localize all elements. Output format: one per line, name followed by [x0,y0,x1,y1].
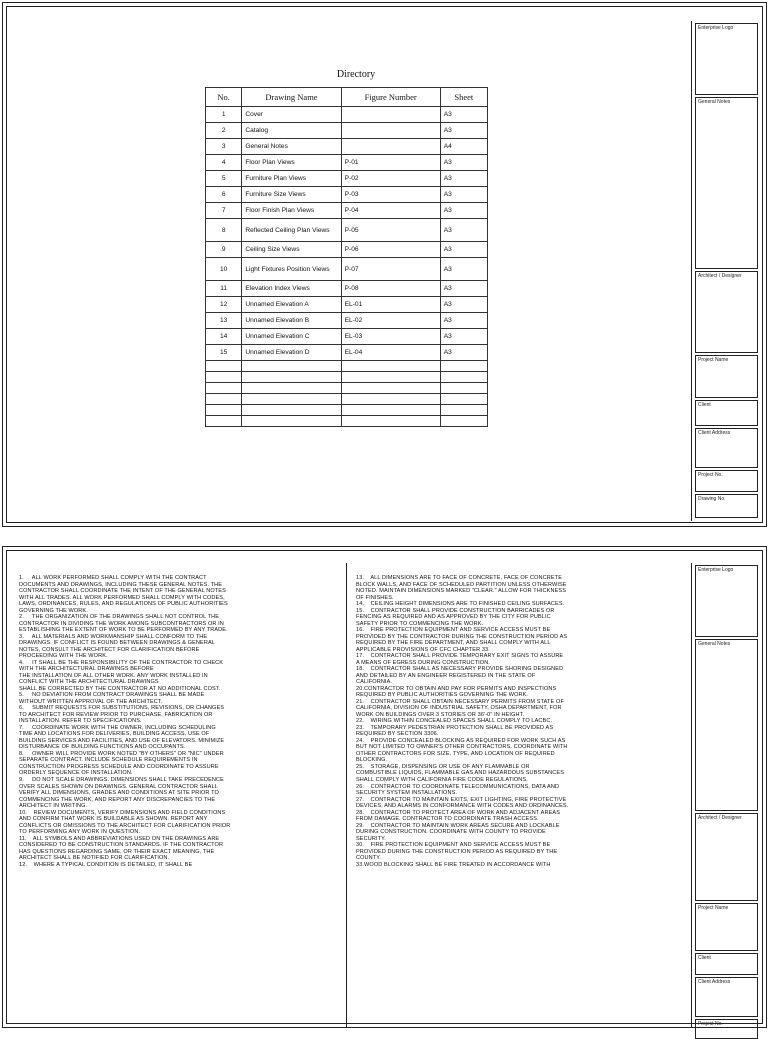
note-line: 24. PROVIDE CONCEALED BLOCKING AS REQUIRED FOR WORK SUCH AS [356,737,566,744]
cell-no: 13 [206,313,242,329]
cell-drawing-name: Ceiling Size Views [242,242,341,258]
cell-figure-number: EL-03 [341,329,440,345]
table-row [206,203,488,219]
note-line: 20.CONTRACTOR TO OBTAIN AND PAY FOR PERMITS AND INSPECTIONS [356,685,557,692]
note-line: PROCEEDING WITH THE WORK. [19,653,108,660]
table-row [206,242,488,258]
note-line: OF FINISHES. [356,594,394,601]
empty-cell [242,405,341,416]
title-block [691,563,761,1027]
note-line: COMBUSTIBLE LIQUIDS, FLAMMABLE GAS AND HAZARDOUS SUBSTANCES [356,770,565,777]
note-line: 17. CONTRACTOR SHALL PROVIDE TEMPORARY EXIT SIGNS TO ASSURE [356,653,564,660]
general-notes-sheet [2,546,767,1028]
notes-right-column [356,575,674,868]
cell-sheet: A3 [440,155,487,171]
empty-cell [206,394,242,405]
note-line: BUILDING SERVICES AND FACILITIES, AND USE OF ELEVATORS. MINIMIZE [19,737,225,744]
cell-no: 10 [206,258,242,281]
header-no: No. [206,88,242,107]
cell-no: 3 [206,139,242,155]
cell-figure-number: P-08 [341,281,440,297]
note-line: 11. ALL SYMBOLS AND ABBREVIATIONS USED ON THE DRAWINGS ARE [19,835,220,842]
title-block-cell-drawing-no [695,494,758,518]
header-drawing-name: Drawing Name [242,88,341,107]
cell-figure-number [341,139,440,155]
note-line: SEPARATE CONTRACT. INCLUDE SCHEDULE REQUIREMENTS IN [19,757,198,764]
cell-drawing-name: Unnamed Elevation B [242,313,341,329]
empty-cell [242,361,341,372]
note-line: 28. CONTRACTOR TO PROTECT AREA OF WORK AND ADJACENT AREAS [356,809,561,816]
cell-drawing-name: Floor Finish Plan Views [242,203,341,219]
title-block-label: Client [698,402,711,408]
note-line: DOCUMENTS AND DRAWINGS, INCLUDING THESE GENERAL NOTES. THE [19,581,223,588]
cell-sheet: A3 [440,258,487,281]
empty-cell [341,405,440,416]
cell-figure-number [341,107,440,123]
note-line: PROVIDED BY THE CONTRACTOR DURING THE CONSTRUCTION PERIOD AS [356,633,568,640]
note-line: COMMENCING THE WORK, AND REPORT ANY DISCREPANCIES TO THE [19,796,216,803]
note-line: WITH ALL TRADES. ALL WORK PERFORMED SHALL COMPLY WITH CODES, [19,594,225,601]
note-line: BLOCKING. [356,757,388,764]
note-line: FROM DAMAGE. CONTRACTOR TO COORDINATE TRASH ACCESS. [356,816,539,823]
note-line: OTHER CONTRACTORS FOR SIZE, TYPE, AND LOCATION OF REQUIRED [356,750,555,757]
note-line: APPLICABLE PROVISIONS OF CFC CHAPTER 33. [356,646,490,653]
note-line: 15. CONTRACTOR SHALL PROVIDE CONSTRUCTION BARRICADES OR [356,607,555,614]
title-block-label: Client Address [698,979,731,985]
note-line: 14. CEILING HEIGHT DIMENSIONS ARE TO FINISHED CEILING SURFACES. [356,601,565,608]
cell-drawing-name: Reflected Ceiling Plan Views [242,219,341,242]
title-block-label: Enterprise Logo [698,25,734,31]
note-line: 29. CONTRACTOR TO MAINTAIN WORK AREAS SECURE AND LOCKABLE [356,822,560,829]
note-line: ESTABLISHING THE EXTENT OF WORK TO BE PERFORMED BY ANY TRADE. [19,627,228,634]
title-block-cell-enterprise-logo [695,23,758,95]
note-line: 3. ALL MATERIALS AND WORKMANSHIP SHALL CONFORM TO THE [19,633,208,640]
note-line: CALIFORNIA. [356,679,393,686]
empty-cell [242,383,341,394]
note-line: REQUIRED BY SECTION 3306. [356,731,439,738]
table-row [206,107,488,123]
note-line: ARCHITECT SHALL BE NOTIFIED FOR CLARIFICATION. [19,855,170,862]
empty-table-row [206,394,488,405]
directory-title: Directory [336,69,376,80]
empty-cell [206,416,242,427]
cell-drawing-name: General Notes [242,139,341,155]
cell-no: 11 [206,281,242,297]
cell-figure-number: EL-04 [341,345,440,361]
title-block-cell-client [695,400,758,426]
cell-drawing-name: Cover [242,107,341,123]
empty-cell [440,394,487,405]
note-line: LAWS, ORDINANCES, RULES, AND REGULATIONS OF PUBLIC AUTHORITIES [19,601,228,608]
title-block-cell-project-name [695,355,758,398]
note-line: BLOCK WALLS, AND FACE OF SCHEDULED PARTITION UNLESS OTHERWISE [356,581,567,588]
cell-drawing-name: Furniture Size Views [242,187,341,203]
note-line: VERIFY ALL DIMENSIONS, GRADES AND CONDITIONS AT SITE PRIOR TO [19,790,219,797]
title-block-cell-client-address [695,977,758,1017]
note-line: INSTALLATION. REFER TO SPECIFICATIONS. [19,718,142,725]
note-line: 10. REVIEW DOCUMENTS, VERIFY DIMENSIONS AND FIELD CONDITIONS [19,809,226,816]
cell-sheet: A4 [440,139,487,155]
cell-sheet: A3 [440,219,487,242]
note-line: 4. IT SHALL BE THE RESPONSIBILITY OF THE CONTRACTOR TO CHECK [19,659,224,666]
cell-sheet: A3 [440,329,487,345]
note-line: THE INSTALLATION OF ALL OTHER WORK. ANY WORK INSTALLED IN [19,672,208,679]
cell-drawing-name: Furniture Plan Views [242,171,341,187]
title-block-label: General Notes [698,641,731,647]
note-line: ARCHITECT IN WRITING. [19,803,88,810]
cell-drawing-name: Elevation Index Views [242,281,341,297]
cell-drawing-name: Unnamed Elevation A [242,297,341,313]
cell-no: 7 [206,203,242,219]
note-line: TO PERFORMING ANY WORK IN QUESTION. [19,829,141,836]
note-line: NOTED. MAINTAIN DIMENSIONS MARKED "CLEAR." ALLOW FOR THICKNESS [356,588,567,595]
table-row [206,313,488,329]
empty-table-row [206,416,488,427]
table-row [206,281,488,297]
directory-header-row [206,88,488,107]
cell-sheet: A3 [440,242,487,258]
directory-table [205,87,488,427]
cell-no: 1 [206,107,242,123]
cell-drawing-name: Unnamed Elevation D [242,345,341,361]
note-line: PROVIDED DURING THE CONSTRUCTION PERIOD AS REQUIRED BY THE [356,848,558,855]
note-line: SECURITY. [356,835,386,842]
table-row [206,139,488,155]
note-line: REQUIRED BY PUBLIC AUTHORITIES GOVERNING THE WORK. [356,692,529,699]
directory-sheet [2,2,767,527]
note-line: SAFETY PRIOR TO COMMENCING THE WORK. [356,620,484,627]
note-line: 7. COORDINATE WORK WITH THE OWNER, INCLUDING SCHEDULING [19,724,216,731]
title-block-label: General Notes [698,99,731,105]
note-line: 13. ALL DIMENSIONS ARE TO FACE OF CONCRETE, FACE OF CONCRETE [356,575,563,581]
note-line: FENCING AS REQUIRED AND AS APPROVED BY THE CITY FOR PUBLIC [356,614,551,621]
title-block-cell-architect-designer [695,813,758,901]
note-line: REQUIRED BY THE FIRE DEPARTMENT, AND SHALL COMPLY WITH ALL [356,640,551,647]
note-line: SHALL BE CORRECTED BY THE CONTRACTOR AT NO ADDITIONAL COST. [19,685,221,692]
title-block-label: Client [698,955,711,961]
cell-figure-number: P-06 [341,242,440,258]
note-line: CONSTRUCTION PROGRESS SCHEDULE AND COORDINATE TO ASSURE [19,763,219,770]
empty-cell [341,416,440,427]
note-line: 27. CONTRACTOR TO MAINTAIN EXITS, EXIT LIGHTING, FIRE PROTECTIVE [356,796,567,803]
title-block-label: Project No. [698,1021,723,1027]
empty-cell [206,383,242,394]
note-line: SHALL COMPLY WITH CALIFORNIA FIRE CODE REGULATIONS. [356,776,528,783]
title-block [691,21,761,521]
empty-cell [341,383,440,394]
table-row [206,258,488,281]
title-block-cell-general-notes [695,639,758,811]
cell-no: 2 [206,123,242,139]
note-line: WITHOUT WRITTEN APPROVAL OF THE ARCHITECT. [19,698,163,705]
title-block-label: Architect / Designer [698,273,742,279]
empty-cell [440,383,487,394]
note-line: 1. ALL WORK PERFORMED SHALL COMPLY WITH THE CONTRACT [19,575,207,581]
title-block-label: Drawing No. [698,496,726,502]
cell-no: 15 [206,345,242,361]
empty-table-row [206,405,488,416]
note-line: 6. SUBMIT REQUESTS FOR SUBSTITUTIONS, REVISIONS, OR CHANGES [19,705,225,712]
note-line: 12. WHERE A TYPICAL CONDITION IS DETAILED, IT SHALL BE [19,861,193,868]
note-line: SECURITY SYSTEM INSTALLATIONS. [356,790,458,797]
table-row [206,123,488,139]
title-block-cell-client-address [695,428,758,468]
table-row [206,297,488,313]
cell-sheet: A3 [440,281,487,297]
title-block-cell-client [695,953,758,975]
note-line: 33.WOOD BLOCKING SHALL BE FIRE TREATED IN ACCORDANCE WITH [356,861,551,868]
note-line: 23. TEMPORARY PEDESTRIAN PROTECTION SHALL BE PROVIDED AS [356,724,554,731]
note-line: WITH THE ARCHITECTURAL DRAWINGS BEFORE [19,666,154,673]
cell-sheet: A3 [440,345,487,361]
cell-sheet: A3 [440,203,487,219]
cell-sheet: A3 [440,187,487,203]
cell-no: 14 [206,329,242,345]
cell-figure-number: P-05 [341,219,440,242]
empty-cell [341,361,440,372]
note-line: CALIFORNIA, DIVISION OF INDUSTRIAL SAFETY, OSHA DEPARTMENT, FOR [356,705,562,712]
cell-sheet: A3 [440,107,487,123]
title-block-cell-enterprise-logo [695,565,758,637]
note-line: AND CONFIRM THAT WORK IS BUILDABLE AS SHOWN. REPORT ANY [19,816,208,823]
empty-cell [206,361,242,372]
note-line: 26. CONTRACTOR TO COORDINATE TELECOMMUNICATIONS, DATA AND [356,783,560,790]
title-block-label: Architect / Designer [698,815,742,821]
note-line: DRAWINGS. IF CONFLICT IS FOUND BETWEEN DRAWINGS & GENERAL [19,640,215,647]
note-line: 16. FIRE PROTECTION EQUIPMENT AND SERVICE ACCESS MUST BE [356,627,551,634]
cell-figure-number: P-02 [341,171,440,187]
table-row [206,187,488,203]
title-block-cell-project-name [695,903,758,951]
table-row [206,155,488,171]
title-block-label: Project Name [698,357,729,363]
empty-table-row [206,361,488,372]
note-line: CONTRACTOR SHALL COORDINATE THE INTENT OF THE GENERAL NOTES [19,588,226,595]
cell-sheet: A3 [440,297,487,313]
cell-figure-number: EL-01 [341,297,440,313]
title-block-label: Enterprise Logo [698,567,734,573]
cell-figure-number: P-01 [341,155,440,171]
note-line: DURING CONSTRUCTION. COORDINATE WITH COUNTY TO PROVIDE [356,829,546,836]
note-line: CONFLICTS OR OMISSIONS TO THE ARCHITECT FOR CLARIFICATION PRIOR [19,822,231,829]
note-line: 18. CONTRACTOR SHALL AS NECESSARY PROVIDE SHORING DESIGNED [356,666,564,673]
title-block-label: Project No. [698,472,723,478]
empty-table-row [206,383,488,394]
note-line: 21. CONTRACTOR SHALL OBTAIN NECESSARY PERMITS FROM STATE OF [356,698,564,705]
empty-table-row [206,372,488,383]
note-line: TO ARCHITECT FOR REVIEW PRIOR TO PURCHASE, FABRICATION OR [19,711,213,718]
empty-cell [440,416,487,427]
empty-cell [341,372,440,383]
note-line: COUNTY. [356,855,382,862]
title-block-cell-architect-designer [695,271,758,353]
note-line: 30. FIRE PROTECTION EQUIPMENT AND SERVICE ACCESS MUST BE [356,842,551,849]
note-line: CONFLICT WITH THE ARCHITECTURAL DRAWINGS [19,679,159,686]
empty-cell [206,405,242,416]
empty-cell [242,416,341,427]
note-line: OVER SCALES SHOWN ON DRAWINGS. GENERAL CONTRACTOR SHALL [19,783,218,790]
cell-figure-number: P-04 [341,203,440,219]
empty-cell [440,372,487,383]
cell-figure-number: P-07 [341,258,440,281]
cell-sheet: A3 [440,313,487,329]
empty-cell [242,394,341,405]
cell-figure-number: P-03 [341,187,440,203]
cell-no: 9 [206,242,242,258]
note-line: GOVERNING THE WORK. [19,607,88,614]
cell-no: 8 [206,219,242,242]
empty-cell [242,372,341,383]
cell-figure-number [341,123,440,139]
note-line: DEVICES, AND ALARMS IN CONFORMANCE WITH CODES AND ORDINANCES. [356,803,569,810]
title-block-label: Project Name [698,905,729,911]
header-figure-number: Figure Number [341,88,440,107]
note-line: 2. THE ORGANIZATION OF THE DRAWINGS SHALL NOT CONTROL THE [19,614,220,621]
cell-no: 12 [206,297,242,313]
cell-sheet: A3 [440,171,487,187]
cell-drawing-name: Light Fixtures Position Views [242,258,341,281]
header-sheet: Sheet [440,88,487,107]
table-row [206,345,488,361]
note-line: 22. WIRING WITHIN CONCEALED SPACES SHALL COMPLY TO LACBC. [356,718,553,725]
title-block-cell-project-no [695,1019,758,1039]
note-line: AND DETAILED BY AN ENGINEER REGISTERED IN THE STATE OF [356,672,536,679]
empty-cell [206,372,242,383]
note-line: NOTES, CONSULT THE ARCHITECT FOR CLARIFICATION BEFORE [19,646,200,653]
title-block-cell-project-no [695,470,758,492]
note-line: 8. OWNER WILL PROVIDE WORK NOTED "BY OTHERS" OR "NIC" UNDER [19,750,224,757]
title-block-cell-general-notes [695,97,758,269]
notes-left-column [19,575,339,868]
title-block-label: Client Address [698,430,731,436]
empty-cell [440,405,487,416]
note-line: WORK ON BUILDINGS OVER 3 STORIES OR 36'-0" IN HEIGHT. [356,711,525,718]
column-divider [346,563,347,1027]
directory-body [206,107,488,427]
empty-cell [341,394,440,405]
table-row [206,171,488,187]
cell-sheet: A3 [440,123,487,139]
cell-drawing-name: Unnamed Elevation C [242,329,341,345]
note-line: 25. STORAGE, DISPENSING OR USE OF ANY FLAMMABLE OR [356,763,530,770]
note-line: HAS QUESTIONS REGARDING SAME, OR THEIR EXACT MEANING, THE [19,848,215,855]
cell-drawing-name: Catalog [242,123,341,139]
note-line: A MEANS OF EGRESS DURING CONSTRUCTION. [356,659,490,666]
note-line: 5. NO DEVIATION FROM CONTRACT DRAWINGS SHALL BE MADE [19,692,205,699]
cell-no: 5 [206,171,242,187]
table-row [206,219,488,242]
cell-figure-number: EL-02 [341,313,440,329]
note-line: TIME AND LOCATIONS FOR DELIVERIES, BUILDING ACCESS, USE OF [19,731,210,738]
note-line: BUT NOT LIMITED TO OWNER'S OTHER CONTRACTORS. COORDINATE WITH [356,744,568,751]
note-line: CONTRACTOR IN DIVIDING THE WORK AMONG SUBCONTRACTORS OR IN [19,620,224,627]
cell-no: 6 [206,187,242,203]
note-line: ORDERLY SEQUENCE OF INSTALLATION. [19,770,133,777]
note-line: 9. DO NOT SCALE DRAWINGS. DIMENSIONS SHALL TAKE PRECEDENCE [19,776,224,783]
cell-no: 4 [206,155,242,171]
note-line: DISTURBANCE OF BUILDING FUNCTIONS AND OCCUPANTS. [19,744,186,751]
cell-drawing-name: Floor Plan Views [242,155,341,171]
empty-cell [440,361,487,372]
note-line: CONSIDERED TO BE CONSTRUCTION STANDARDS. IF THE CONTRACTOR [19,842,224,849]
table-row [206,329,488,345]
